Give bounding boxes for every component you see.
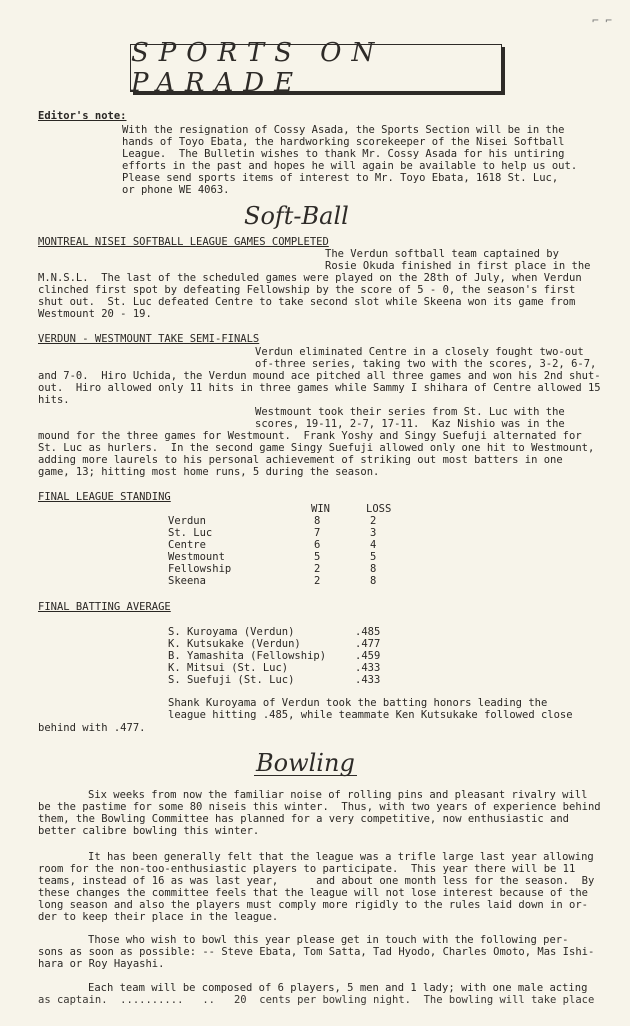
loss-cell: 5	[370, 551, 377, 563]
bowling-line: these changes the committee feels that the league will not lose interest because of the	[38, 887, 588, 899]
team-cell: Westmount	[168, 551, 225, 563]
bowling-line: be the pastime for some 80 niseis this winter. Thus, with two years of experience behind	[38, 801, 601, 813]
avg-cell: .459	[355, 650, 381, 662]
bowling-line: teams, instead of 16 as was last year, and about one month less for the season. By	[38, 875, 595, 887]
table-row	[168, 650, 380, 662]
bowling-heading: Bowling	[256, 749, 355, 777]
team-cell: Verdun	[168, 515, 206, 527]
semis-line: scores, 19-11, 2-7, 17-11. Kaz Nishio was in the	[255, 418, 565, 430]
player-cell: S. Kuroyama (Verdun)	[168, 626, 295, 638]
loss-cell: 8	[370, 575, 377, 587]
bowling-line: Those who wish to bowl this year please get in touch with the following per-	[88, 934, 569, 946]
standing-heading: FINAL LEAGUE STANDING	[38, 491, 171, 503]
win-cell: 5	[314, 551, 321, 563]
player-cell: S. Suefuji (St. Luc)	[168, 674, 295, 686]
table-row	[168, 626, 380, 638]
semis-line: mound for the three games for Westmount. Frank Yoshy and Singy Suefuji alternated for	[38, 430, 582, 442]
standing-table	[168, 515, 376, 587]
loss-cell: 8	[370, 563, 377, 575]
player-cell: B. Yamashita (Fellowship)	[168, 650, 327, 662]
table-row	[168, 539, 376, 551]
editor-note-label: Editor's note:	[38, 110, 127, 122]
batting-line: Shank Kuroyama of Verdun took the batting honors leading the	[168, 697, 548, 709]
editor-note-line: hands of Toyo Ebata, the hardworking scorekeeper of the Nisei Softball	[122, 136, 565, 148]
title-box	[130, 38, 502, 98]
semis-line: game, 13; hitting most home runs, 5 during the season.	[38, 466, 380, 478]
table-row	[168, 674, 380, 686]
win-cell: 2	[314, 575, 321, 587]
bowling-line: Each team will be composed of 6 players, 5 men and 1 lady; with one male acting	[88, 982, 588, 994]
semis-line: St. Luc as hurlers. In the second game Singy Suefuji allowed only one hit to Westmount,	[38, 442, 595, 454]
editor-note-line: efforts in the past and hopes he will again be available to help us out.	[122, 160, 578, 172]
semis-line: and 7-0. Hiro Uchida, the Verdun mound ace pitched all three games and won his 2nd shut-	[38, 370, 601, 382]
mnsl-line: The Verdun softball team captained by	[325, 248, 559, 260]
editor-note-line: or phone WE 4063.	[122, 184, 230, 196]
avg-cell: .433	[355, 674, 381, 686]
bowling-line: sons as soon as possible: -- Steve Ebata, Tom Satta, Tad Hyodo, Charles Omoto, Mas Ishi-	[38, 946, 595, 958]
team-cell: Fellowship	[168, 563, 232, 575]
standing-col-loss: LOSS	[366, 503, 392, 515]
page-title: SPORTS ON PARADE	[131, 38, 385, 98]
mnsl-line: Westmount 20 - 19.	[38, 308, 152, 320]
bowling-line: long season and also the players must comply more rigidly to the rules laid down in or-	[38, 899, 588, 911]
corner-mark: ⌐ ⌐	[592, 14, 612, 27]
loss-cell: 3	[370, 527, 377, 539]
player-cell: K. Kutsukake (Verdun)	[168, 638, 301, 650]
editor-note-line: League. The Bulletin wishes to thank Mr. Cossy Asada for his untiring	[122, 148, 565, 160]
team-cell: St. Luc	[168, 527, 213, 539]
semis-line: Westmount took their series from St. Luc with the	[255, 406, 565, 418]
win-cell: 8	[314, 515, 321, 527]
table-row	[168, 551, 376, 563]
editor-note-line: With the resignation of Cossy Asada, the Sports Section will be in the	[122, 124, 565, 136]
batting-line: behind with .477.	[38, 722, 146, 734]
semis-line: out. Hiro allowed only 11 hits in three games while Sammy I shihara of Centre allowed 15	[38, 382, 601, 394]
win-cell: 6	[314, 539, 321, 551]
semis-line: Verdun eliminated Centre in a closely fought two-out	[255, 346, 584, 358]
table-row	[168, 575, 376, 587]
mnsl-line: shut out. St. Luc defeated Centre to take second slot while Skeena won its game from	[38, 296, 576, 308]
bowling-line: It has been generally felt that the league was a trifle large last year allowing	[88, 851, 594, 863]
table-row	[168, 515, 376, 527]
avg-cell: .485	[355, 626, 381, 638]
table-row	[168, 662, 380, 674]
batting-line: league hitting .485, while teammate Ken Kutsukake followed close	[168, 709, 573, 721]
bowling-line: better calibre bowling this winter.	[38, 825, 260, 837]
bowling-line: Six weeks from now the familiar noise of rolling pins and pleasant rivalry will	[88, 789, 588, 801]
table-row	[168, 527, 376, 539]
team-cell: Centre	[168, 539, 206, 551]
win-cell: 7	[314, 527, 321, 539]
semis-line: hits.	[38, 394, 70, 406]
bowling-line: room for the non-too-enthusiastic players to participate. This year there will be 11	[38, 863, 576, 875]
table-row	[168, 563, 376, 575]
bowling-line: hara or Roy Hayashi.	[38, 958, 165, 970]
semis-heading: VERDUN - WESTMOUNT TAKE SEMI-FINALS	[38, 333, 260, 345]
batting-heading: FINAL BATTING AVERAGE	[38, 601, 171, 613]
batting-table	[168, 626, 380, 686]
bowling-line: as captain. .......... .. 20 cents per bowling night. The bowling will take place	[38, 994, 595, 1006]
mnsl-line: Rosie Okuda finished in first place in the	[325, 260, 591, 272]
bowling-line: them, the Bowling Committee has planned for a very competitive, now enthusiastic and	[38, 813, 570, 825]
team-cell: Skeena	[168, 575, 206, 587]
loss-cell: 4	[370, 539, 377, 551]
avg-cell: .477	[355, 638, 381, 650]
table-row	[168, 638, 380, 650]
semis-line: of-three series, taking two with the scores, 3-2, 6-7,	[255, 358, 597, 370]
mnsl-line: M.N.S.L. The last of the scheduled games were played on the 28th of July, when Verdun	[38, 272, 582, 284]
softball-heading: Soft-Ball	[244, 202, 349, 230]
standing-col-win: WIN	[311, 503, 330, 515]
win-cell: 2	[314, 563, 321, 575]
player-cell: K. Mitsui (St. Luc)	[168, 662, 289, 674]
bowling-line: der to keep their place in the league.	[38, 911, 279, 923]
editor-note-line: Please send sports items of interest to Mr. Toyo Ebata, 1618 St. Luc,	[122, 172, 559, 184]
mnsl-line: clinched first spot by defeating Fellowship by the score of 5 - 0, the season's first	[38, 284, 576, 296]
mnsl-heading: MONTREAL NISEI SOFTBALL LEAGUE GAMES COMPLETED	[38, 236, 329, 248]
loss-cell: 2	[370, 515, 377, 527]
semis-line: adding more laurels to his personal achievement of striking out most batters in one	[38, 454, 563, 466]
avg-cell: .433	[355, 662, 381, 674]
